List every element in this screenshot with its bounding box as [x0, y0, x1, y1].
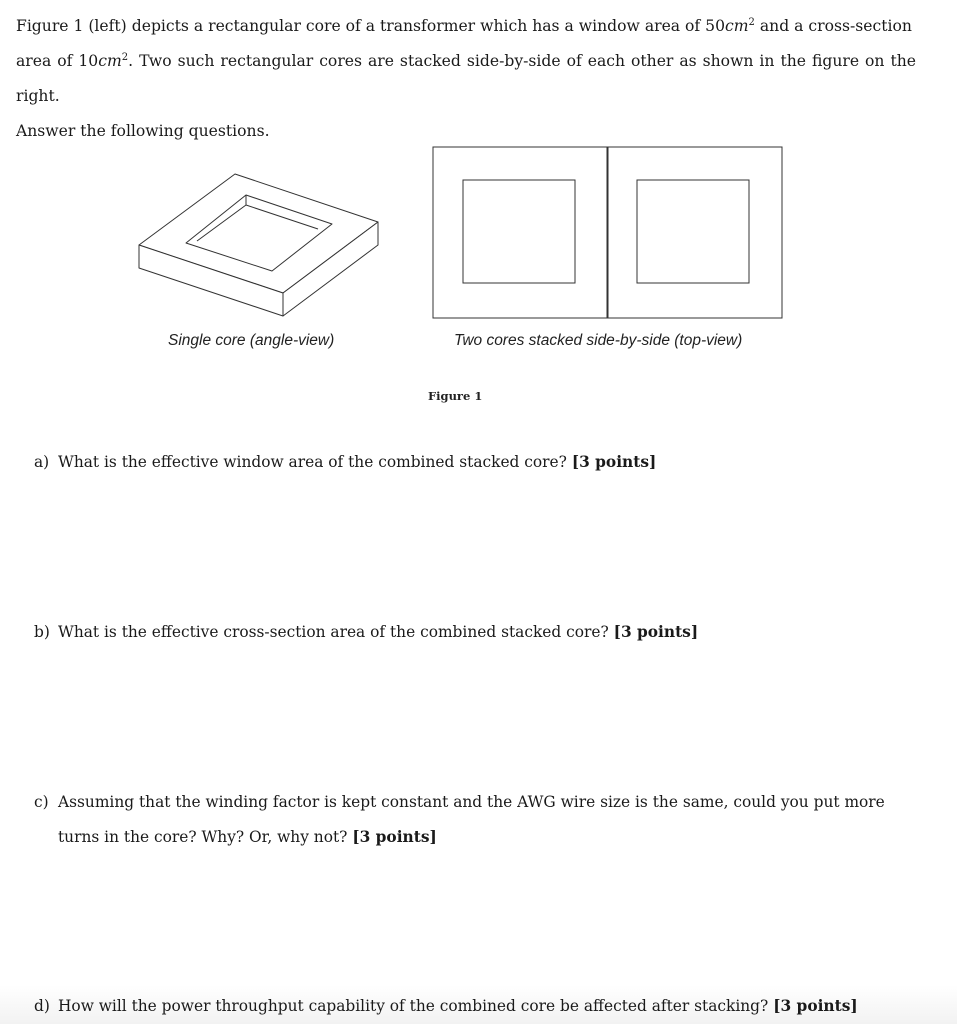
intro-line2: area of $10cm^2$. Two such rectangular cores are stacked side-by-side of each other as shown in the figure on the right.	[16, 52, 916, 105]
question-d-text: How will the power throughput capability of the combined core be affected after stacking?	[58, 997, 769, 1015]
left-core-window	[463, 180, 575, 283]
question-a-text: What is the effective window area of the combined stacked core?	[58, 453, 567, 471]
figure-label: Figure 1	[428, 389, 483, 403]
question-c	[34, 785, 914, 855]
question-d-points: [3 points]	[773, 997, 858, 1015]
question-a-letter: a)	[34, 453, 50, 471]
intro-line1: Figure 1 (left) depicts a rectangular core of a transformer which has a window area of $50cm^2$ and a cross-section	[16, 17, 912, 35]
right-core-window	[637, 180, 749, 283]
question-d	[34, 989, 858, 1024]
left-figure-caption: Single core (angle-view)	[168, 332, 335, 349]
question-c-points: [3 points]	[352, 828, 437, 846]
intro-line3: Answer the following questions.	[16, 122, 270, 140]
stacked-cores-top-view	[433, 147, 782, 318]
question-c-text-line2: turns in the core? Why? Or, why not?	[58, 828, 348, 846]
question-b-text: What is the effective cross-section area of the combined stacked core?	[58, 623, 609, 641]
question-b-letter: b)	[34, 623, 50, 641]
figure-1-drawing	[0, 140, 957, 330]
question-d-letter: d)	[34, 997, 50, 1015]
problem-intro	[16, 9, 916, 149]
question-b-points: [3 points]	[613, 623, 699, 641]
question-c-letter: c)	[34, 793, 49, 811]
question-a-points: [3 points]	[571, 453, 657, 471]
question-c-text-line1: Assuming that the winding factor is kept constant and the AWG wire size is the same, could you put more	[58, 793, 885, 811]
question-b	[34, 615, 698, 650]
single-core-angle-view	[139, 174, 378, 316]
question-a	[34, 445, 656, 480]
right-figure-caption: Two cores stacked side-by-side (top-view)	[454, 332, 743, 349]
